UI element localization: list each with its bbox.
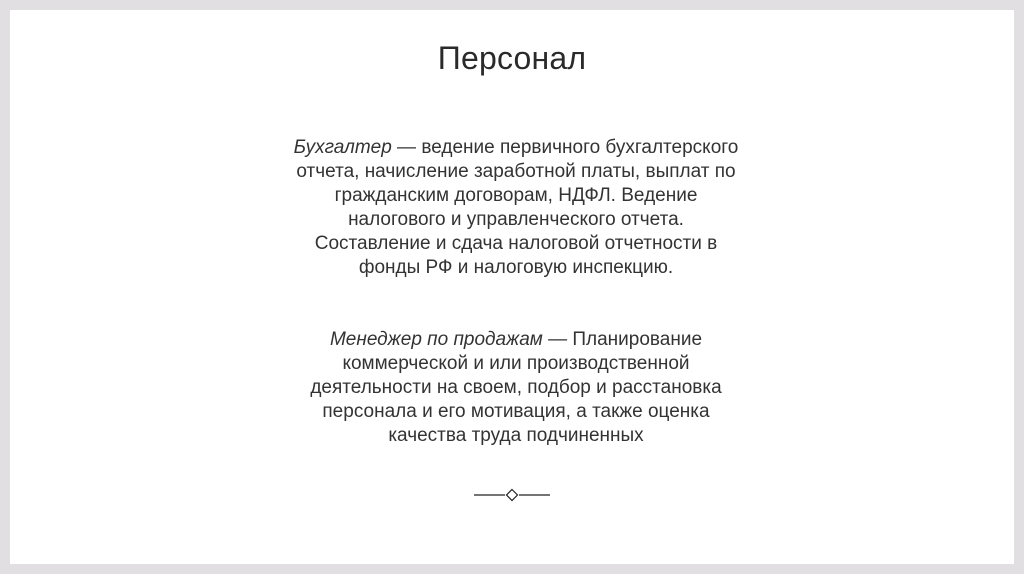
paragraph-first-line [250, 136, 782, 160]
slide-title: Персонал [437, 40, 587, 76]
divider-diamond [507, 490, 518, 501]
paragraph-line: Планирование [572, 329, 703, 350]
paragraph-accountant [250, 136, 782, 280]
paragraph-line: гражданским договорам, НДФЛ. Ведение [334, 185, 698, 206]
slide [10, 10, 1014, 564]
paragraph-line: отчета, начисление заработной платы, выплат по [296, 161, 736, 182]
paragraph-line: коммерческой и или производственной [342, 353, 690, 374]
paragraph-line: персонала и его мотивация, а также оценка [322, 401, 710, 422]
term-dash: — [542, 329, 573, 350]
term-dash: — [391, 137, 422, 158]
paragraph-first-line [280, 328, 752, 352]
term-sales-manager: Менеджер по продажам [329, 329, 543, 350]
paragraph-line: ведение первичного бухгалтерского [421, 137, 739, 158]
paragraph-line: фонды РФ и налоговую инспекцию. [358, 257, 674, 278]
line-diamond-divider-icon [474, 488, 550, 502]
paragraph-line: Составление и сдача налоговой отчетности в [314, 233, 718, 254]
term-accountant: Бухгалтер [293, 137, 392, 158]
paragraph-line: качества труда подчиненных [388, 425, 644, 446]
paragraph-line: налогового и управленческого отчета. [348, 209, 684, 230]
paragraph-line: деятельности на своем, подбор и расстановка [310, 377, 722, 398]
paragraph-sales-manager [280, 328, 752, 448]
